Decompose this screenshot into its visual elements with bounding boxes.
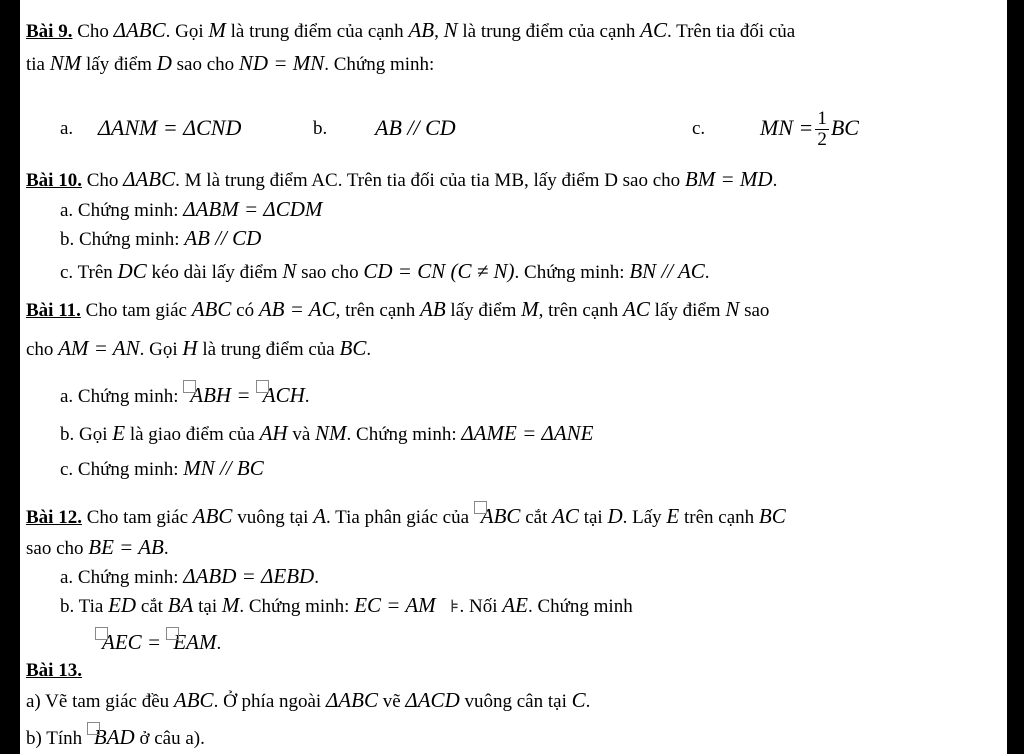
math: BE = AB xyxy=(88,535,164,559)
bai13-heading: Bài 13. xyxy=(26,660,82,681)
bai11-b xyxy=(60,421,594,447)
bai12-b xyxy=(60,593,633,619)
bai12-line2 xyxy=(26,535,169,561)
math: ΔABC xyxy=(123,167,176,191)
text: cắt xyxy=(136,596,168,617)
math: ΔABC xyxy=(113,18,166,42)
text: . Tia phân giác của xyxy=(326,507,474,528)
text: tại xyxy=(578,507,608,528)
document-page xyxy=(20,0,1007,754)
text: b. Gọi xyxy=(60,424,113,445)
math: AB xyxy=(420,297,446,321)
math: D xyxy=(156,51,172,75)
text: kéo dài lấy điểm xyxy=(146,262,283,283)
math: E xyxy=(112,421,126,445)
bai9-line2 xyxy=(26,51,434,77)
text: Cho xyxy=(72,21,114,42)
text: . xyxy=(216,633,222,654)
math: NM xyxy=(49,51,82,75)
text: , trên cạnh xyxy=(335,300,421,321)
bai12-a xyxy=(60,564,319,590)
text: . xyxy=(304,386,310,407)
math: AH xyxy=(259,421,288,445)
math: N xyxy=(725,297,740,321)
math: MN = xyxy=(760,115,814,140)
math: ND = MN xyxy=(238,51,325,75)
math: = xyxy=(141,630,167,654)
math: BN // AC xyxy=(629,259,705,283)
text: . Nối xyxy=(459,596,503,617)
text: là trung điểm của xyxy=(197,339,340,360)
math: AM = AN xyxy=(58,336,140,360)
text: sao xyxy=(739,300,770,321)
math: BC xyxy=(758,504,786,528)
math: A xyxy=(313,504,327,528)
math: AEC xyxy=(102,630,142,654)
text: b. Tia xyxy=(60,596,109,617)
angle-symbol-icon xyxy=(474,501,487,514)
text: sao cho xyxy=(296,262,364,283)
text: . xyxy=(163,538,169,559)
bai9-c-math xyxy=(760,104,859,152)
math: BAD xyxy=(93,725,135,749)
text: . Chứng minh: xyxy=(346,424,462,445)
math: = xyxy=(231,383,256,407)
math: ED xyxy=(108,593,137,617)
text: là giao điểm của xyxy=(125,424,260,445)
text: là trung điểm của cạnh xyxy=(457,21,641,42)
denominator: 2 xyxy=(817,129,827,151)
math: M xyxy=(221,593,240,617)
text: tại xyxy=(193,596,222,617)
angle-symbol-icon xyxy=(166,627,179,640)
text: . xyxy=(314,567,319,588)
text: , trên cạnh xyxy=(538,300,624,321)
text: . Lấy xyxy=(622,507,667,528)
math: MN // BC xyxy=(183,456,264,480)
math: ΔABM = ΔCDM xyxy=(183,197,323,221)
math: AC xyxy=(640,18,667,42)
bai9-heading: Bài 9. xyxy=(26,21,73,42)
text: a. Chứng minh: xyxy=(60,567,184,588)
text: . M là trung điểm AC. Trên tia đối của tia MB, lấy điểm D sao cho xyxy=(175,170,685,191)
math: AB // CD xyxy=(184,226,262,250)
text: tia xyxy=(26,54,50,75)
math: M xyxy=(521,297,539,321)
text: vẽ xyxy=(377,691,406,712)
broken-symbol-icon: ⊧ xyxy=(449,597,460,616)
bai11-a xyxy=(60,383,310,409)
math: BC xyxy=(830,115,859,140)
math: D xyxy=(607,504,623,528)
math: AB = AC xyxy=(258,297,336,321)
math: ΔACD xyxy=(405,688,460,712)
text: vuông tại xyxy=(232,507,314,528)
angle-symbol-icon xyxy=(183,380,196,393)
text: Cho xyxy=(81,170,124,191)
text: a) Vẽ tam giác đều xyxy=(26,691,174,712)
text: b) Tính xyxy=(26,728,87,749)
math: N xyxy=(443,18,458,42)
bai10-line1 xyxy=(26,167,777,193)
math: AC xyxy=(552,504,579,528)
math: BM = MD xyxy=(684,167,773,191)
math: AE xyxy=(502,593,528,617)
math: ΔAME = ΔANE xyxy=(461,421,594,445)
bai12-line1 xyxy=(26,504,786,530)
text: a. Chứng minh: xyxy=(60,200,184,221)
math: H xyxy=(182,336,198,360)
text: . Chứng minh: xyxy=(239,596,355,617)
text: sao cho xyxy=(171,54,239,75)
bai11-line1 xyxy=(26,297,769,323)
angle-symbol-icon xyxy=(95,627,108,640)
math: C xyxy=(571,688,586,712)
math: NM xyxy=(315,421,347,445)
math: ACH xyxy=(262,383,305,407)
text: a. Chứng minh: xyxy=(60,386,184,407)
bai13-heading-line xyxy=(26,659,82,683)
bai10-a xyxy=(60,197,322,223)
text: b. Chứng minh: xyxy=(60,229,185,250)
angle-symbol-icon xyxy=(256,380,269,393)
bai11-line2 xyxy=(26,336,371,362)
math: ABC xyxy=(173,688,214,712)
text: , xyxy=(434,21,444,42)
bai9-a-math: ΔANM = ΔCND xyxy=(98,115,242,140)
text: lấy điểm xyxy=(649,300,726,321)
text: c. Trên xyxy=(60,262,118,283)
text: . Chứng minh: xyxy=(324,54,435,75)
text: . xyxy=(366,339,372,360)
text: . xyxy=(704,262,710,283)
math: DC xyxy=(117,259,147,283)
bai10-heading: Bài 10. xyxy=(26,170,82,191)
math: EC = AM xyxy=(354,593,436,617)
bai9-a-label: a. xyxy=(60,118,74,139)
text: . Gọi xyxy=(165,21,209,42)
text: Cho tam giác xyxy=(80,300,192,321)
text: vuông cân tại xyxy=(459,691,572,712)
text: . Chứng minh xyxy=(527,596,633,617)
text: cắt xyxy=(520,507,553,528)
bai13-b xyxy=(26,725,205,751)
bai11-heading: Bài 11. xyxy=(26,300,81,321)
bai9-line1 xyxy=(26,18,795,44)
bai11-c xyxy=(60,456,264,482)
text: lấy điểm xyxy=(81,54,157,75)
text: lấy điểm xyxy=(445,300,522,321)
text: có xyxy=(231,300,259,321)
text: là trung điểm của cạnh xyxy=(225,21,409,42)
text: trên cạnh xyxy=(679,507,759,528)
text: Cho tam giác xyxy=(81,507,193,528)
math: AB xyxy=(408,18,435,42)
math: BA xyxy=(167,593,194,617)
text: . xyxy=(585,691,591,712)
bai9-c-label: c. xyxy=(692,118,706,139)
math: EAM xyxy=(173,630,217,654)
math: ΔABC xyxy=(325,688,378,712)
math: M xyxy=(208,18,226,42)
bai10-c xyxy=(60,259,710,285)
math: N xyxy=(282,259,297,283)
numerator: 1 xyxy=(817,108,827,130)
bai12-b-line2 xyxy=(95,630,221,656)
text: và xyxy=(287,424,316,445)
angle-symbol-icon xyxy=(87,722,100,735)
math: AC xyxy=(623,297,650,321)
math: ABH xyxy=(190,383,232,407)
bai13-a xyxy=(26,688,590,714)
bai9-b-math: AB // CD xyxy=(375,115,456,140)
math: ABC xyxy=(191,297,232,321)
text: c. Chứng minh: xyxy=(60,459,184,480)
text: . Ở phía ngoài xyxy=(213,691,326,712)
math: BC xyxy=(339,336,367,360)
text: . Trên tia đối của xyxy=(667,21,796,42)
text: . xyxy=(772,170,778,191)
math: E xyxy=(666,504,680,528)
bai10-b xyxy=(60,226,261,252)
text: sao cho xyxy=(26,538,89,559)
text: . Chứng minh: xyxy=(514,262,630,283)
text: ở câu a). xyxy=(134,728,205,749)
math: ΔABD = ΔEBD xyxy=(183,564,315,588)
bai9-b-label: b. xyxy=(313,118,328,139)
math: CD = CN (C ≠ N) xyxy=(363,259,515,283)
bai12-heading: Bài 12. xyxy=(26,507,82,528)
fraction xyxy=(815,109,829,150)
text: . Gọi xyxy=(139,339,183,360)
math: ABC xyxy=(480,504,521,528)
text: cho xyxy=(26,339,59,360)
math: ABC xyxy=(192,504,233,528)
